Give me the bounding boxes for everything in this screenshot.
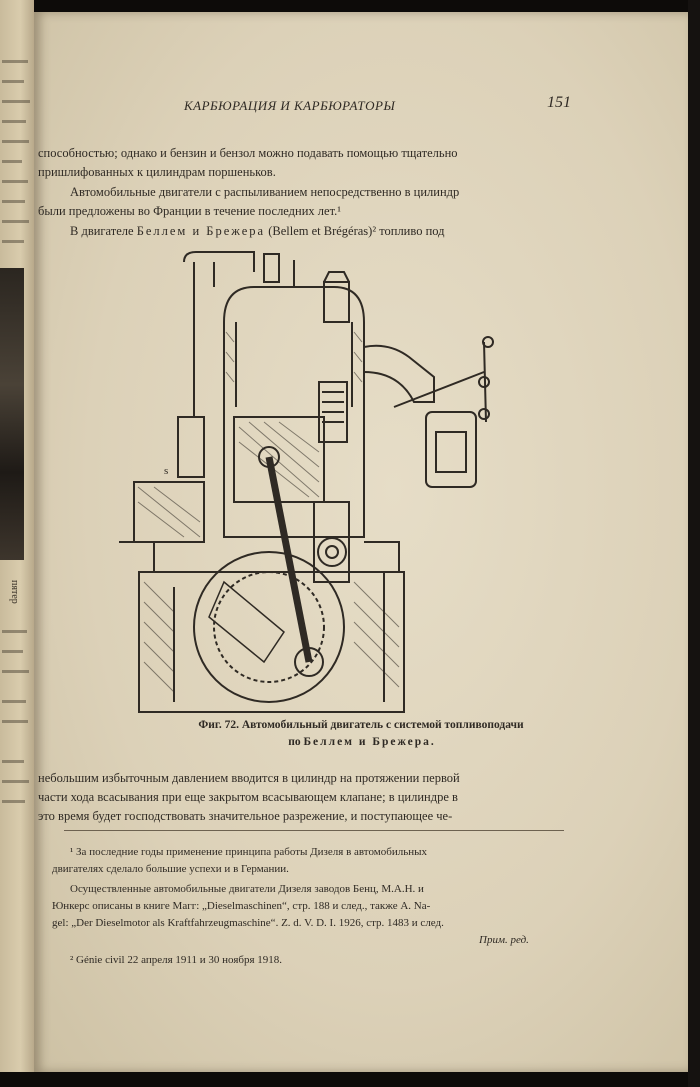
engine-drawing — [114, 242, 524, 717]
body-line-5-start: В двигателе — [70, 224, 137, 238]
body-line-4: были предложены во Франции в течение последних лет.¹ — [38, 204, 341, 218]
footnote-2-line-2: Юнкерс описаны в книге Магг: „Dieselmaschinen“, стр. 188 и след., также A. Nа- — [52, 900, 431, 912]
figure-caption-end: . — [430, 736, 434, 748]
book-page — [34, 12, 688, 1072]
footnote-1-line-2: двигателях сделало большие успехи и в Германии. — [52, 863, 289, 875]
footnote-2-line-3: gel: „Der Dieselmotor als Kraftfahrzeugmaschine“. Z. d. V. D. I. 1926, стр. 1483 и след. — [52, 917, 444, 929]
footnote-2-editor-note: Прим. ред. — [479, 934, 529, 946]
footnote-3: ² Génie civil 22 апреля 1911 и 30 ноября 1918. — [70, 954, 283, 966]
page-number: 151 — [547, 94, 571, 111]
figure-label-s: s — [164, 465, 169, 477]
previous-page-photo — [0, 268, 24, 560]
footnote-rule — [64, 830, 564, 831]
figure-caption-line-2 — [34, 734, 688, 750]
footnote-2-line-1: Осуществленные автомобильные двигатели Дизеля заводов Бенц, М.А.Н. и — [70, 883, 424, 895]
figure-caption-line-1: Фиг. 72. Автомобильный двигатель с системой топливоподачи — [198, 719, 524, 731]
footnote-1-line-1: ¹ За последние годы применение принципа работы Дизеля в автомобильных — [70, 846, 427, 858]
running-title: КАРБЮРАЦИЯ И КАРБЮРАТОРЫ — [184, 98, 396, 113]
body-line-6: небольшим избыточным давлением вводится в цилиндр на протяжении первой — [38, 771, 460, 785]
body-line-1: способностью; однако и бензин и бензол можно подавать помощью тщательно — [38, 146, 458, 160]
body-line-2: пришлифованных к цилиндрам поршеньков. — [38, 165, 276, 179]
right-dark-edge — [688, 0, 700, 1087]
body-line-7: части хода всасывания при еще закрытом всасывающем клапане; в цилиндре в — [38, 790, 458, 804]
previous-page-edge — [0, 0, 34, 1072]
body-line-5-end: (Bellem et Brégéras)² топливо под — [265, 224, 445, 238]
body-line-5-names: Беллем и Брежера — [136, 224, 266, 238]
body-line-5 — [70, 222, 700, 241]
engine-cross-section-svg — [114, 242, 524, 717]
body-line-3: Автомобильные двигатели с распыливанием непосредственно в цилиндр — [70, 185, 460, 199]
previous-page-fragment: пятер — [9, 580, 20, 604]
figure-caption-names: Беллем и Брежера — [303, 736, 431, 748]
figure-caption-prefix: по — [288, 736, 304, 748]
body-line-8: это время будет господствовать значительное разрежение, и поступающее че- — [38, 809, 453, 823]
